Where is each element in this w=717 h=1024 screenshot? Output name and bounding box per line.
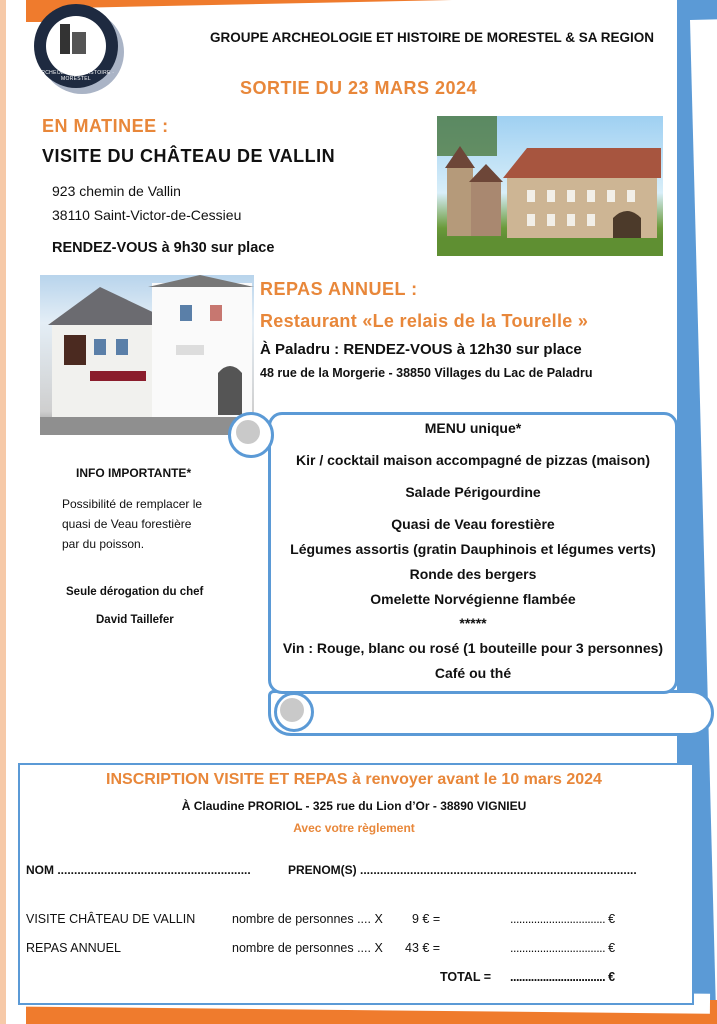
row-castle-persons[interactable]: nombre de personnes .... X — [232, 912, 383, 926]
morning-heading: EN MATINEE : — [42, 116, 169, 136]
payment-note: Avec votre règlement — [293, 821, 415, 835]
menu-item: Café ou thé — [434, 665, 512, 681]
menu-item: Vin : Rouge, blanc ou rosé (1 bouteille pour 3 personnes) — [282, 640, 664, 656]
restaurant-illustration — [40, 275, 254, 435]
lunch-heading: REPAS ANNUEL : — [260, 279, 418, 299]
row-lunch-label: REPAS ANNUEL — [26, 941, 121, 955]
lunch-rendezvous: À Paladru : RENDEZ-VOUS à 12h30 sur place — [260, 341, 582, 358]
castle-illustration — [437, 116, 663, 256]
row-castle-label: VISITE CHÂTEAU DE VALLIN — [26, 912, 196, 926]
total-label: TOTAL = — [440, 970, 492, 984]
row-castle-price: 9 € = — [412, 912, 441, 926]
inscription-address: À Claudine PRORIOL - 325 rue du Lion d’Or - 38890 VIGNIEU — [181, 799, 527, 813]
row-castle-total[interactable]: ................................ € — [510, 912, 615, 926]
castle-address-line1: 923 chemin de Vallin — [52, 183, 181, 199]
logo-building-icon — [72, 32, 86, 54]
row-lunch-total[interactable]: ................................ € — [510, 941, 615, 955]
menu-item: Salade Périgourdine — [405, 484, 541, 500]
prenom-field[interactable]: PRENOM(S) ................................................................................... — [288, 863, 637, 877]
scroll-curl-bottom-inner — [280, 698, 304, 722]
menu-item: Kir / cocktail maison accompagné de pizzas (maison) — [296, 452, 650, 468]
scroll-curl-top-inner — [236, 420, 260, 444]
menu-separator: ***** — [459, 615, 487, 631]
menu-title: MENU unique* — [424, 420, 522, 436]
logo-tower-icon — [60, 24, 70, 54]
menu-item: Légumes assortis (gratin Dauphinois et légumes verts) — [290, 541, 656, 557]
chef-derogation-line1: Seule dérogation du chef — [66, 586, 204, 598]
logo-text: ARCHEOLOGIE & HISTOIRE · MORESTEL — [37, 70, 115, 82]
castle-address-line2: 38110 Saint-Victor-de-Cessieu — [52, 207, 242, 223]
castle-photo — [437, 116, 663, 256]
restaurant-name: Restaurant «Le relais de la Tourelle » — [260, 311, 589, 331]
outing-date-title: SORTIE DU 23 MARS 2024 — [239, 78, 478, 98]
castle-visit-title: VISITE DU CHÂTEAU DE VALLIN — [42, 146, 336, 166]
chef-derogation-line2: David Taillefer — [96, 614, 174, 626]
info-text: Possibilité de remplacer le quasi de Veau forestière par du poisson. — [62, 497, 203, 551]
restaurant-photo — [40, 275, 254, 435]
menu-item: Omelette Norvégienne flambée — [370, 591, 576, 607]
association-logo — [34, 4, 118, 88]
menu-item: Quasi de Veau forestière — [391, 516, 555, 532]
morning-rendezvous: RENDEZ-VOUS à 9h30 sur place — [52, 240, 275, 256]
total-value[interactable]: ................................ € — [510, 970, 615, 984]
row-lunch-persons[interactable]: nombre de personnes .... X — [232, 941, 383, 955]
nom-field[interactable]: NOM .......................................................... — [26, 863, 251, 877]
row-lunch-price: 43 € = — [405, 941, 441, 955]
inscription-heading: INSCRIPTION VISITE ET REPAS à renvoyer avant le 10 mars 2024 — [106, 771, 602, 788]
menu-item: Ronde des bergers — [409, 566, 537, 582]
group-title: GROUPE ARCHEOLOGIE ET HISTOIRE DE MORESTEL & SA REGION — [210, 30, 655, 45]
restaurant-address: 48 rue de la Morgerie - 38850 Villages du Lac de Paladru — [260, 366, 593, 380]
info-heading: INFO IMPORTANTE* — [76, 466, 192, 480]
menu-scroll-bottom — [268, 690, 714, 736]
